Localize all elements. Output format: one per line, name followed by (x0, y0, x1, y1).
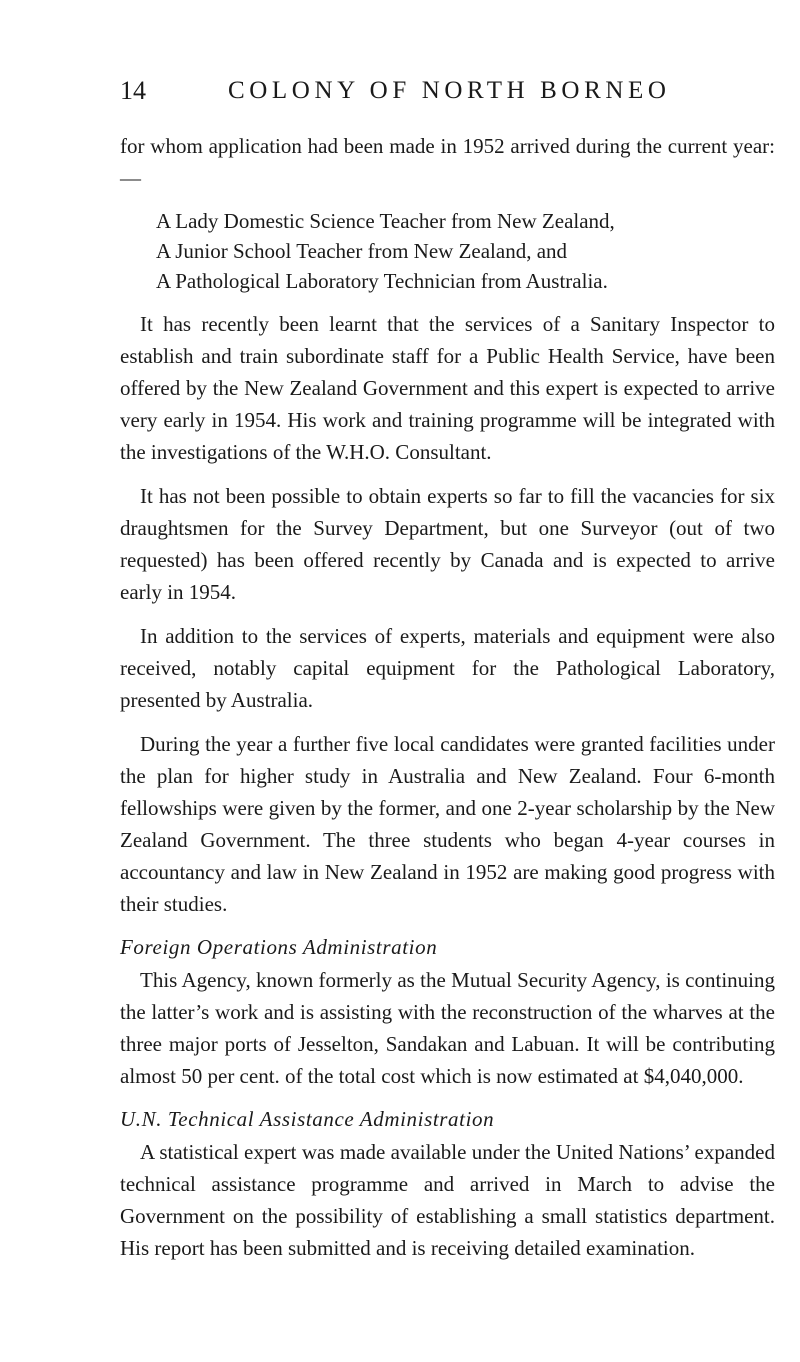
list-item: A Junior School Teacher from New Zealand, and (156, 239, 568, 263)
section-heading-foa: Foreign Operations Administration (120, 935, 438, 959)
expert-list (120, 206, 775, 296)
section-heading-un: U.N. Technical Assistance Administration (120, 1107, 495, 1131)
paragraph-candidates: During the year a further five local candidates were granted facilities under the plan for higher study in Australia and New Zealand. Four 6-month fellowships were given by the former, and one 2-year scholarship by the New Zealand Government. The three students who began 4-year courses in accountancy and law in New Zealand in 1952 are making good progress with their studies. (120, 732, 775, 916)
page-number: 14 (120, 76, 146, 105)
page-header (0, 74, 800, 114)
paragraph-un: A statistical expert was made available under the United Nations’ expanded technical assistance programme and arrived in March to advise the Government on the possibility of establishing a small statistics department. His report has been submitted and is receiving detailed examination. (120, 1140, 775, 1260)
running-head: COLONY OF NORTH BORNEO (228, 77, 671, 104)
paragraph-sanitary-inspector: It has recently been learnt that the services of a Sanitary Inspector to establish and train subordinate staff for a Public Health Service, have been offered by the New Zealand Government and this expert is expected to arrive very early in 1954. His work and training programme will be integrated with the investigations of the W.H.O. Consultant. (120, 312, 775, 464)
page-body (120, 130, 775, 1276)
paragraph-foa: This Agency, known formerly as the Mutual Security Agency, is continuing the latter’s work and is assisting with the reconstruction of the wharves at the three major ports of Jesselton, Sandakan and Labuan. It will be contributing almost 50 per cent. of the total cost which is now estimated at $4,040,000. (120, 968, 775, 1088)
intro-paragraph: for whom application had been made in 1952 arrived during the current year: — (120, 134, 775, 190)
paragraph-survey-department: It has not been possible to obtain experts so far to fill the vacancies for six draughtsmen for the Survey Department, but one Surveyor (out of two requested) has been offered recently by Canada and is expected to arrive early in 1954. (120, 484, 775, 604)
paragraph-materials-equipment: In addition to the services of experts, materials and equipment were also received, notably capital equipment for the Pathological Laboratory, presented by Australia. (120, 624, 775, 712)
list-item: A Pathological Laboratory Technician from Australia. (156, 269, 608, 293)
list-item: A Lady Domestic Science Teacher from New Zealand, (156, 209, 615, 233)
